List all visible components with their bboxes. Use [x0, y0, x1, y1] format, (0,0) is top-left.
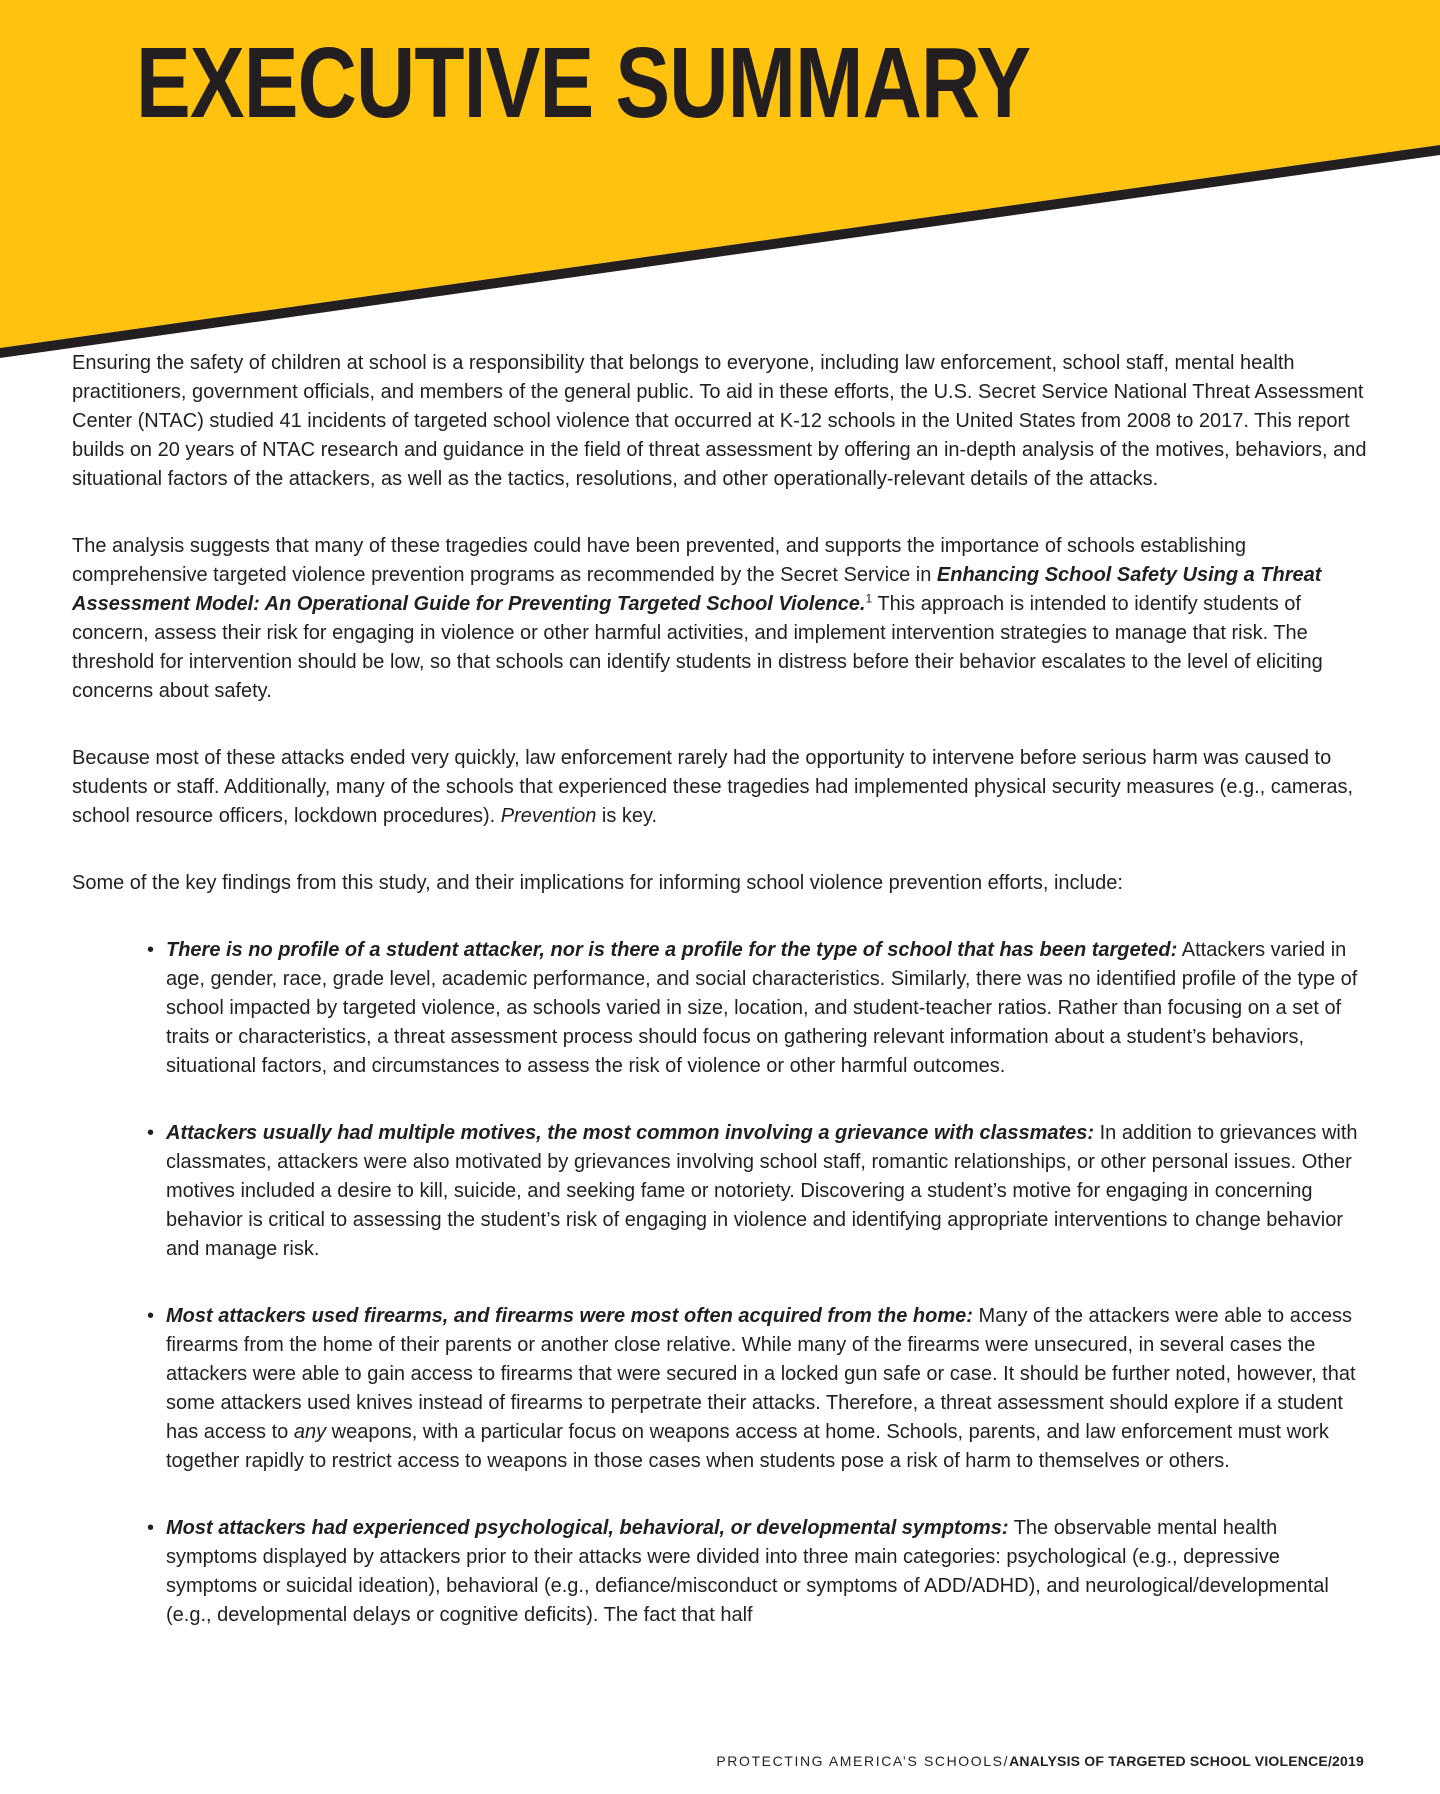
list-item-multiple-motives [72, 1119, 1368, 1264]
footer-report-title: ANALYSIS OF TARGETED SCHOOL VIOLENCE/2019 [1009, 1753, 1364, 1769]
key-findings-list [72, 936, 1368, 1630]
key-findings-lead-paragraph: Some of the key findings from this study, and their implications for informing school violence prevention efforts, include: [72, 872, 1123, 894]
footer-report-series: PROTECTING AMERICA’S SCHOOLS/ [716, 1753, 1010, 1769]
body-content [72, 0, 1368, 1630]
prevention-paragraph: Because most of these attacks ended very quickly, law enforcement rarely had the opportunity to intervene before serious harm was caused to students or staff. Additionally, many of the schools that experienced these tragedies had implemented physical security measures (e.g., cameras, school resource officers, lockdown procedures). Prevention is key. [72, 747, 1354, 827]
list-item-symptoms [72, 1514, 1368, 1630]
list-item-text: There is no profile of a student attacker, nor is there a profile for the type of school that has been targeted: Attackers varied in age, gender, race, grade level, academic performance, and social characteristics. Similarly, there was no identified profile of the type of school impacted by targeted violence, as schools varied in size, location, and student-teacher ratios. Rather than focusing on a set of traits or characteristics, a threat assessment process should focus on gathering relevant information about a student’s behaviors, situational factors, and circumstances to assess the risk of violence or other harmful outcomes. [166, 939, 1358, 1077]
bullet-icon: • [147, 1305, 155, 1327]
bullet-icon: • [147, 1517, 155, 1539]
analysis-paragraph: The analysis suggests that many of these tragedies could have been prevented, and supports the importance of schools establishing comprehensive targeted violence prevention programs as recommended by the Secret Service in Enhancing School Safety Using a Threat Assessment Model: An Operational Guide for Preventing Targeted School Violence.$^1$ This approach is intended to identify students of concern, assess their risk for engaging in violence or other harmful activities, and implement intervention strategies to manage that risk. The threshold for intervention should be low, so that schools can identify students in distress before their behavior escalates to the level of eliciting concerns about safety. [72, 535, 1323, 702]
list-item-text: Most attackers used firearms, and firearms were most often acquired from the home: Many of the attackers were able to access firearms from the home of their parents or another close relative. While many of the firearms were unsecured, in several cases the attackers were able to gain access to firearms that were secured in a locked gun safe or case. It should be further noted, however, that some attackers used knives instead of firearms to perpetrate their attacks. Therefore, a threat assessment should explore if a student has access to any weapons, with a particular focus on weapons access at home. Schools, parents, and law enforcement must work together rapidly to restrict access to weapons in those cases when students pose a risk of harm to themselves or others. [166, 1305, 1356, 1472]
bullet-icon: • [147, 939, 155, 961]
page-footer [716, 1753, 1364, 1769]
list-item-text: Attackers usually had multiple motives, the most common involving a grievance with classmates: In addition to grievances with classmates, attackers were also motivated by grievances involving school staff, romantic relationships, or other personal issues. Other motives included a desire to kill, suicide, and seeking fame or notoriety. Discovering a student’s motive for engaging in concerning behavior is critical to assessing the student’s risk of engaging in violence and identifying appropriate interventions to change behavior and manage risk. [166, 1122, 1358, 1260]
intro-paragraph: Ensuring the safety of children at school is a responsibility that belongs to everyone, including law enforcement, school staff, mental health practitioners, government officials, and members of the general public. To aid in these efforts, the U.S. Secret Service National Threat Assessment Center (NTAC) studied 41 incidents of targeted school violence that occurred at K-12 schools in the United States from 2008 to 2017. This report builds on 20 years of NTAC research and guidance in the field of threat assessment by offering an in-depth analysis of the motives, behaviors, and situational factors of the attackers, as well as the tactics, resolutions, and other operationally-relevant details of the attacks. [72, 352, 1367, 490]
list-item-text: Most attackers had experienced psychological, behavioral, or developmental symptoms: The observable mental health symptoms displayed by attackers prior to their attacks were divided into three main categories: psychological (e.g., depressive symptoms or suicidal ideation), behavioral (e.g., defiance/misconduct or symptoms of ADD/ADHD), and neurological/developmental (e.g., developmental delays or cognitive deficits). The fact that half [166, 1517, 1329, 1626]
list-item-firearms [72, 1302, 1368, 1476]
list-item-no-profile [72, 936, 1368, 1081]
bullet-icon: • [147, 1122, 155, 1144]
page-title: EXECUTIVE SUMMARY [136, 27, 1031, 139]
